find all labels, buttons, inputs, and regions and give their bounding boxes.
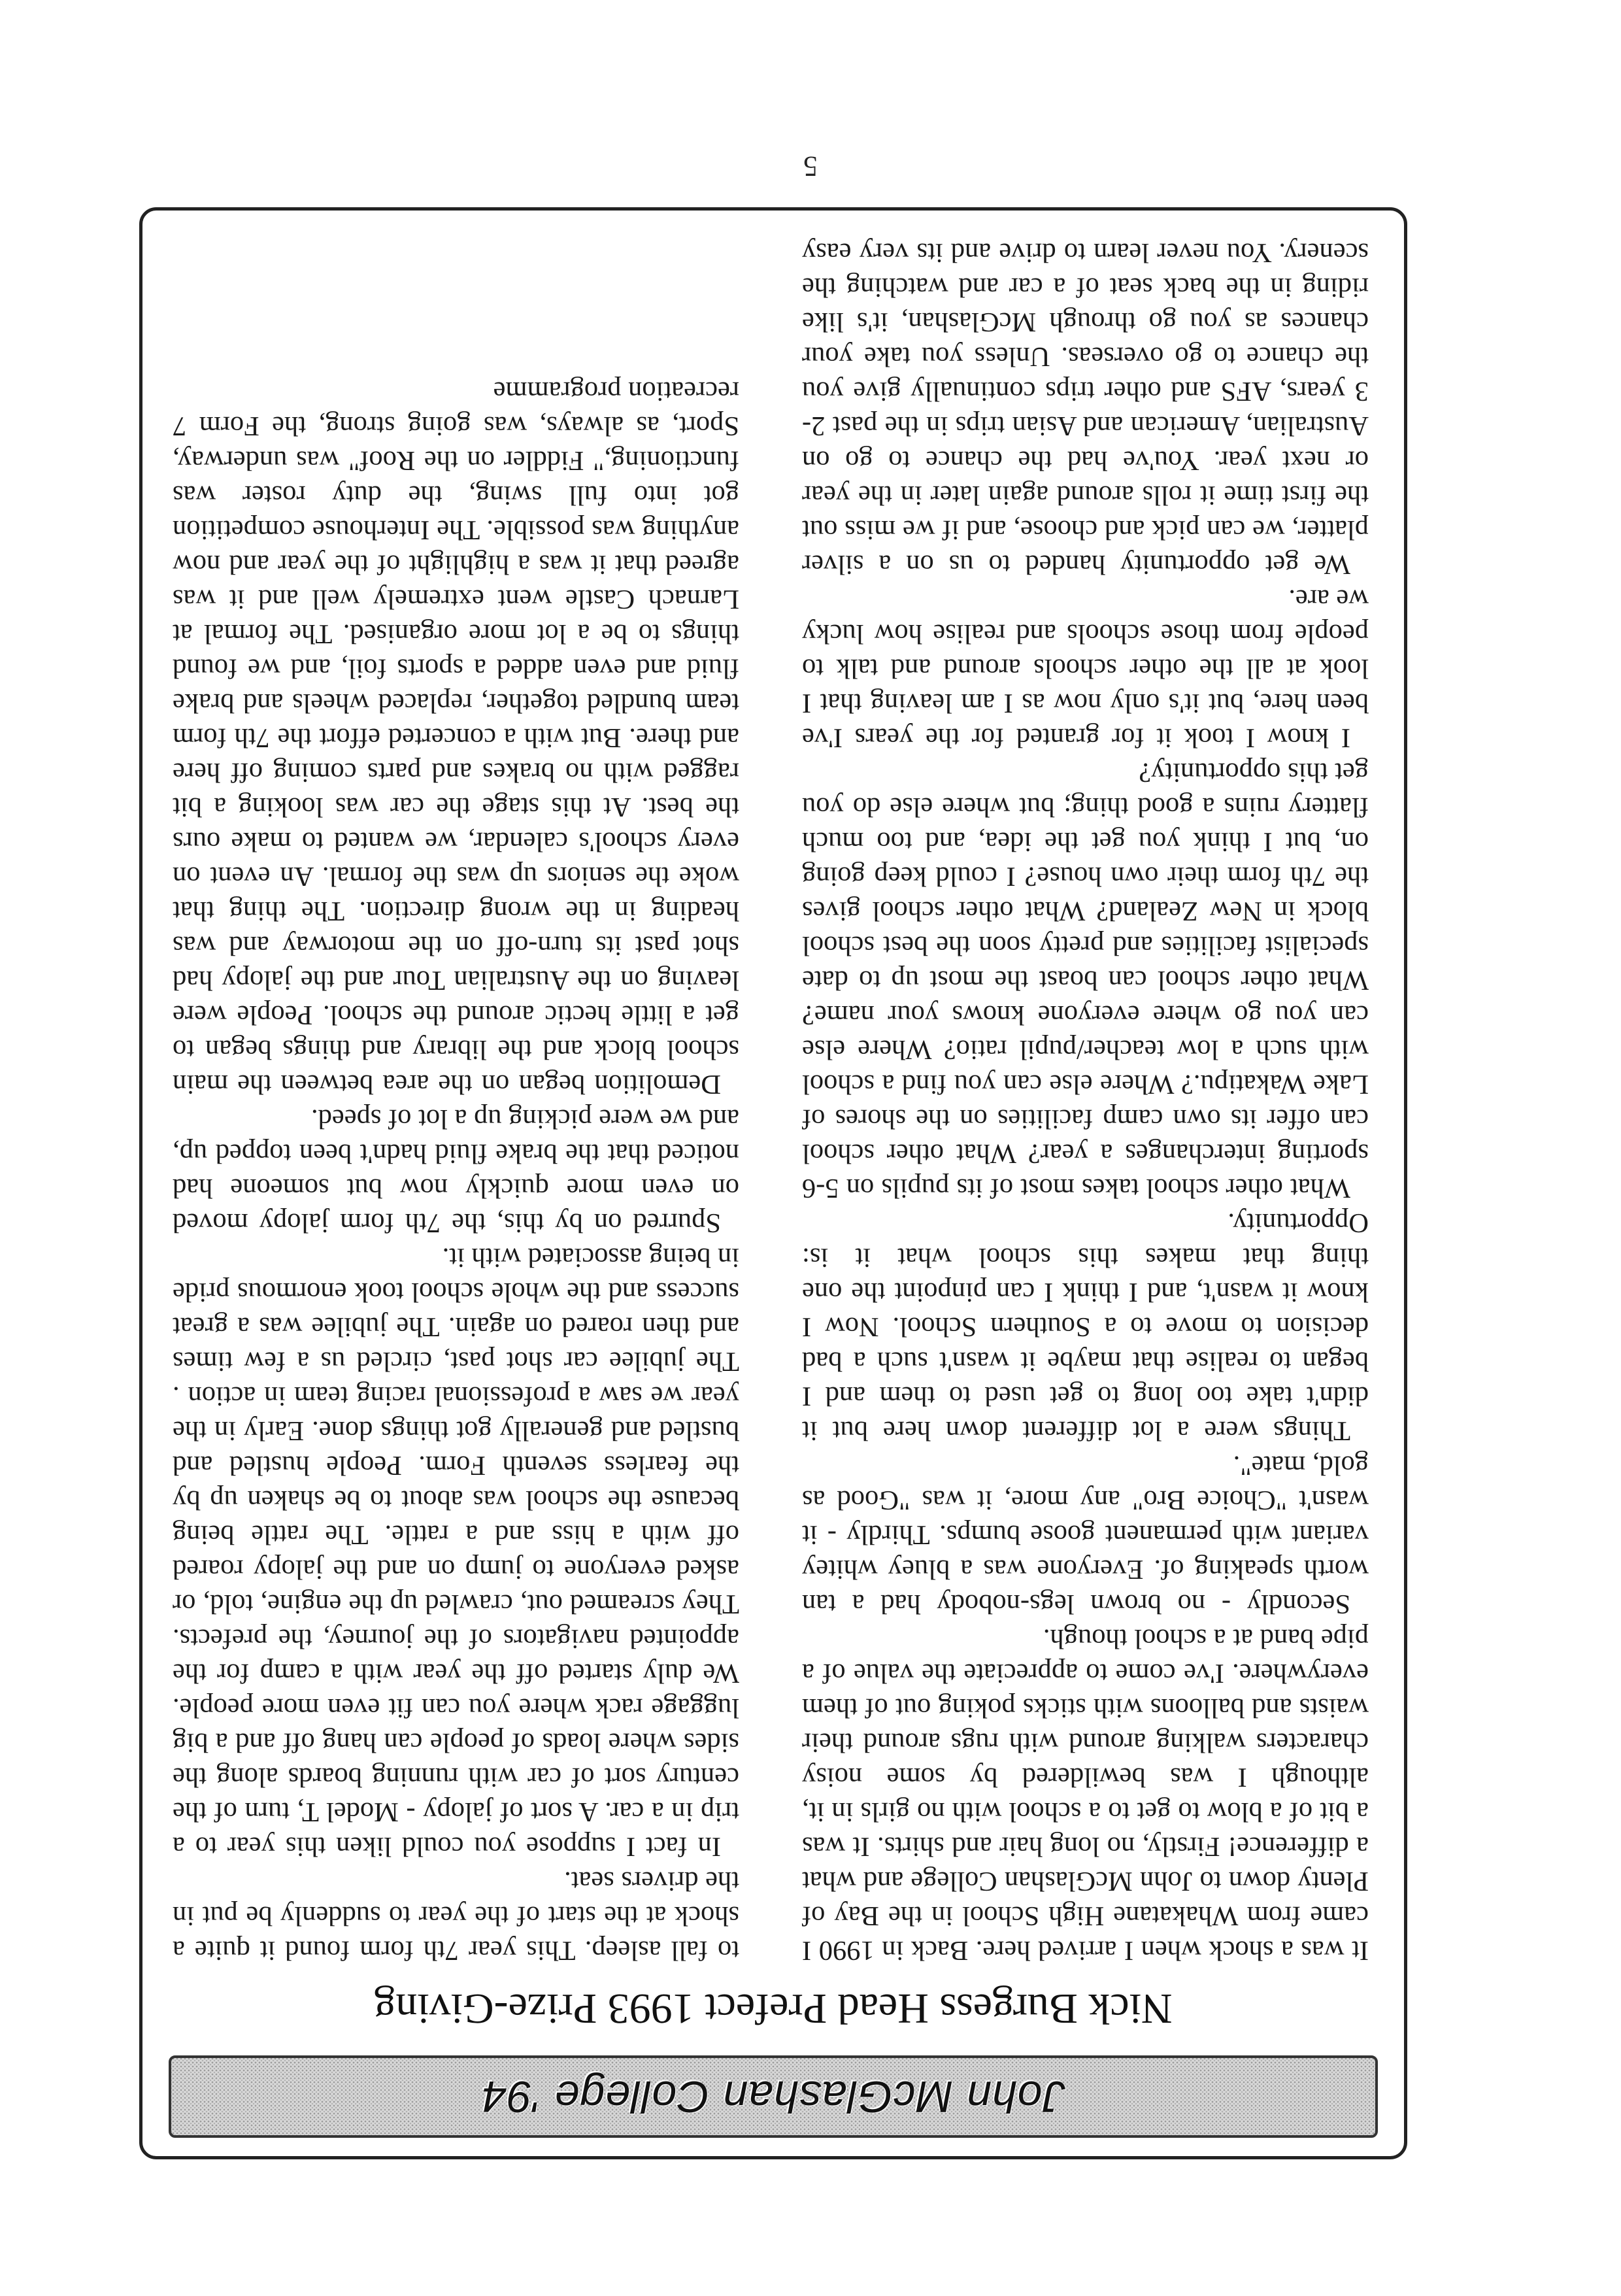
paragraph: Demolition began on the area between the main school block and the library and things began to get a little hectic around the school. People were leaving on the Australian Tour and the jalopy had shot past its turn-off on the motorway and was heading in the wrong direction. The thing that woke the seniors up was the formal. An event on every school's calendar, we wanted to make ours the best. At this stage the car was looking a bit ragged with no brakes and parts coming off here and there. But with a concerted effort the 7th form team bundled together, replaced wheels and brake fluid and even added a sports foil, and we found things to be a lot more organised. The formal at Larnach Castle went extremely well and it was agreed that it was a highlight of the year and now anything was possible. The Interhouse competition got into full swing, the duty roster was functioning," Fiddler on the Roof" was underway, Sport, as always, was going strong, the Form 7 recreation programme [173,376,739,1100]
article-title: Nick Burgess Head Prefect 1993 Prize-Giving [374,1985,1173,2033]
paragraph: In fact I suppose you could liken this year to a trip in a car. A sort of jalopy - Model T, turn of the century sort of car with running boards along the sides where loads of people can hang off and a big luggage rack where you can fit even more people. We duly started off the year with a camp for the appointed navigators of the journey, the prefects. They screamed out, crawled up the engine, told, or asked everyone to jump on and the jalopy roared off with a hiss and a rattle. The rattle being because the school was about to be shaken up by the fearless seventh Form. People hustled and bustled and generally got things done. Early in the year we saw a professional racing team in action . The jubilee car shot past, circled us a few times and then roared on again. The jubilee was a great success and the whole school took enormous pride in being associated with it. [173,1242,739,1862]
paragraph: Things were a lot different down here but it didn't take too long to get used to them and I began to realise that maybe it wasn't such a bad decision to move to a Southern School. Now I know it wasn't, and I think I can pinpoint the one thing that makes this school what it is: Opportunity. [802,1207,1369,1446]
article-body [173,229,1369,1968]
publication-title: John McGlashan College '94 [481,2072,1065,2121]
page-border [139,207,1407,2159]
paragraph: Secondly - no brown legs-nobody had a tan worth speaking of. Everyone was a bluey whitey variant with permanent goose bumps. Thirdly - it wasn't "Choice Bro" any more, it was "Good as gold, mate". [802,1450,1369,1619]
paragraph: We get opportunity handed to us on a silver platter, we can pick and choose, and if we miss out the first time it rolls around again later in the year or next year. You've had the chance to go on Australian, American and Asian trips in the past 2-3 years, AFS and other trips continually give you the chance to go overseas. Unless you take your chances as you go through McGlashan, it's like riding in the back seat of a car and watching the scenery. You never learn to drive and its very easy to fall asleep. This year 7th form found it quite a shock at the start of the year to suddenly be put in the drivers seat. [173,237,1369,1966]
header-banner [169,2055,1378,2138]
paragraph: I know I took it for granted for the years I've been here, but it's only now as I am leaving that I look at all the other schools around and talk to people from those schools and realise how lucky we are. [802,584,1369,753]
paragraph: What other school takes most of its pupils on 5-6 sporting interchanges a year? What other school can offer its own camp facilities on the shores of Lake Wakatipu.? Where else can you find a school with such a low teacher/pupil ratio? Where else can you go where everyone knows your name? What other school can boast the most up to date specialist facilities and pretty soon the best school block in New Zealand? What other school gives the 7th form their own house? I could keep going on, but I think you get the idea, and too much flattery ruins a good thing; but where else do you get this opportunity? [802,757,1369,1204]
paragraph: Spurred on by this, the 7th form jalopy moved on even more quickly now but someone had noticed that the brake fluid hadn't been topped up, and we were picking up a lot of speed. [173,1104,739,1238]
paragraph: It was a shock when I arrived here. Back in 1990 I came from Whakatane High School in the Bay of Plenty down to John McGlashan College and what a difference! Firstly, no long hair and shirts. It was a bit of a blow to get to a school with no girls in it, although I was bewildered by some noisy characters walking around with rugs around their waists and balloons with sticks poking out of them everywhere. I've come to appreciate the value of a pipe band at a school though. [802,1623,1369,1966]
page-number: 5 [803,150,818,182]
